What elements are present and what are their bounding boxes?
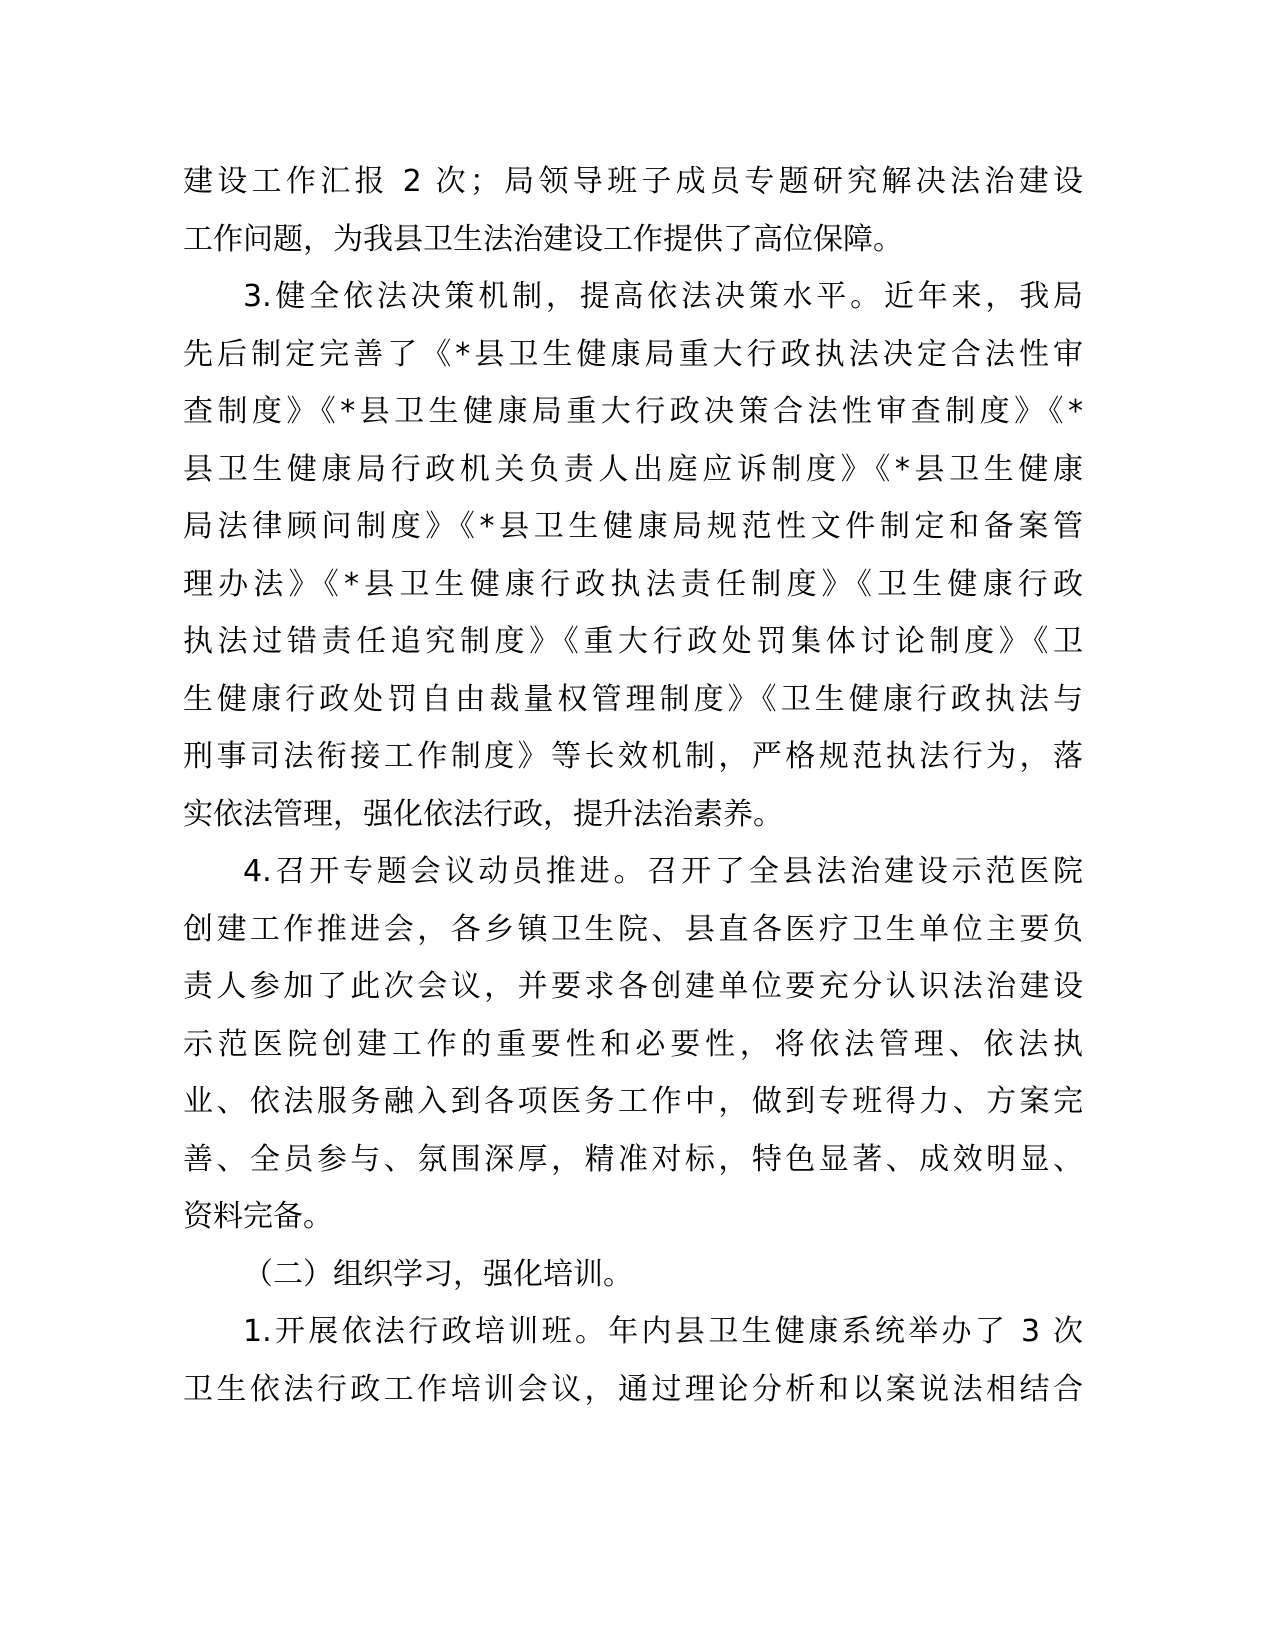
text-line: 创建工作推进会，各乡镇卫生院、县直各医疗卫生单位主要负 xyxy=(183,911,1083,947)
text-line: 生健康行政处罚自由裁量权管理制度》《卫生健康行政执法与 xyxy=(183,681,1083,717)
text-line: 建设工作汇报 2 次；局领导班子成员专题研究解决法治建设 xyxy=(183,164,1083,199)
text-line: 1.开展依法行政培训班。年内县卫生健康系统举办了 3 次 xyxy=(243,1314,1083,1349)
text-line: 示范医院创建工作的重要性和必要性，将依法管理、依法执 xyxy=(183,1026,1083,1062)
document-body xyxy=(183,153,1083,1418)
text-line: 实依法管理，强化依法行政，提升法治素养。 xyxy=(183,796,783,832)
text-line: 资料完备。 xyxy=(183,1199,333,1234)
text-line: （二）组织学习，强化培训。 xyxy=(243,1256,633,1292)
text-line: 3.健全依法决策机制，提高依法决策水平。近年来，我局 xyxy=(243,279,1083,314)
text-line: 局法律顾问制度》《*县卫生健康局规范性文件制定和备案管 xyxy=(183,509,1083,544)
text-line: 刑事司法衔接工作制度》等长效机制，严格规范执法行为，落 xyxy=(183,739,1083,774)
text-line: 工作问题，为我县卫生法治建设工作提供了高位保障。 xyxy=(183,221,903,257)
text-line: 理办法》《*县卫生健康行政执法责任制度》《卫生健康行政 xyxy=(183,566,1083,602)
text-line: 4.召开专题会议动员推进。召开了全县法治建设示范医院 xyxy=(243,854,1083,889)
text-line: 善、全员参与、氛围深厚，精准对标，特色显著、成效明显、 xyxy=(183,1141,1083,1177)
text-line: 责人参加了此次会议，并要求各创建单位要充分认识法治建设 xyxy=(183,969,1083,1004)
text-line: 执法过错责任追究制度》《重大行政处罚集体讨论制度》《卫 xyxy=(183,624,1083,659)
text-line: 县卫生健康局行政机关负责人出庭应诉制度》《*县卫生健康 xyxy=(183,451,1083,487)
text-line: 卫生依法行政工作培训会议，通过理论分析和以案说法相结合 xyxy=(183,1371,1083,1407)
text-line: 查制度》《*县卫生健康局重大行政决策合法性审查制度》《* xyxy=(183,394,1083,429)
text-line: 业、依法服务融入到各项医务工作中，做到专班得力、方案完 xyxy=(183,1084,1083,1119)
text-line: 先后制定完善了《*县卫生健康局重大行政执法决定合法性审 xyxy=(183,336,1083,372)
